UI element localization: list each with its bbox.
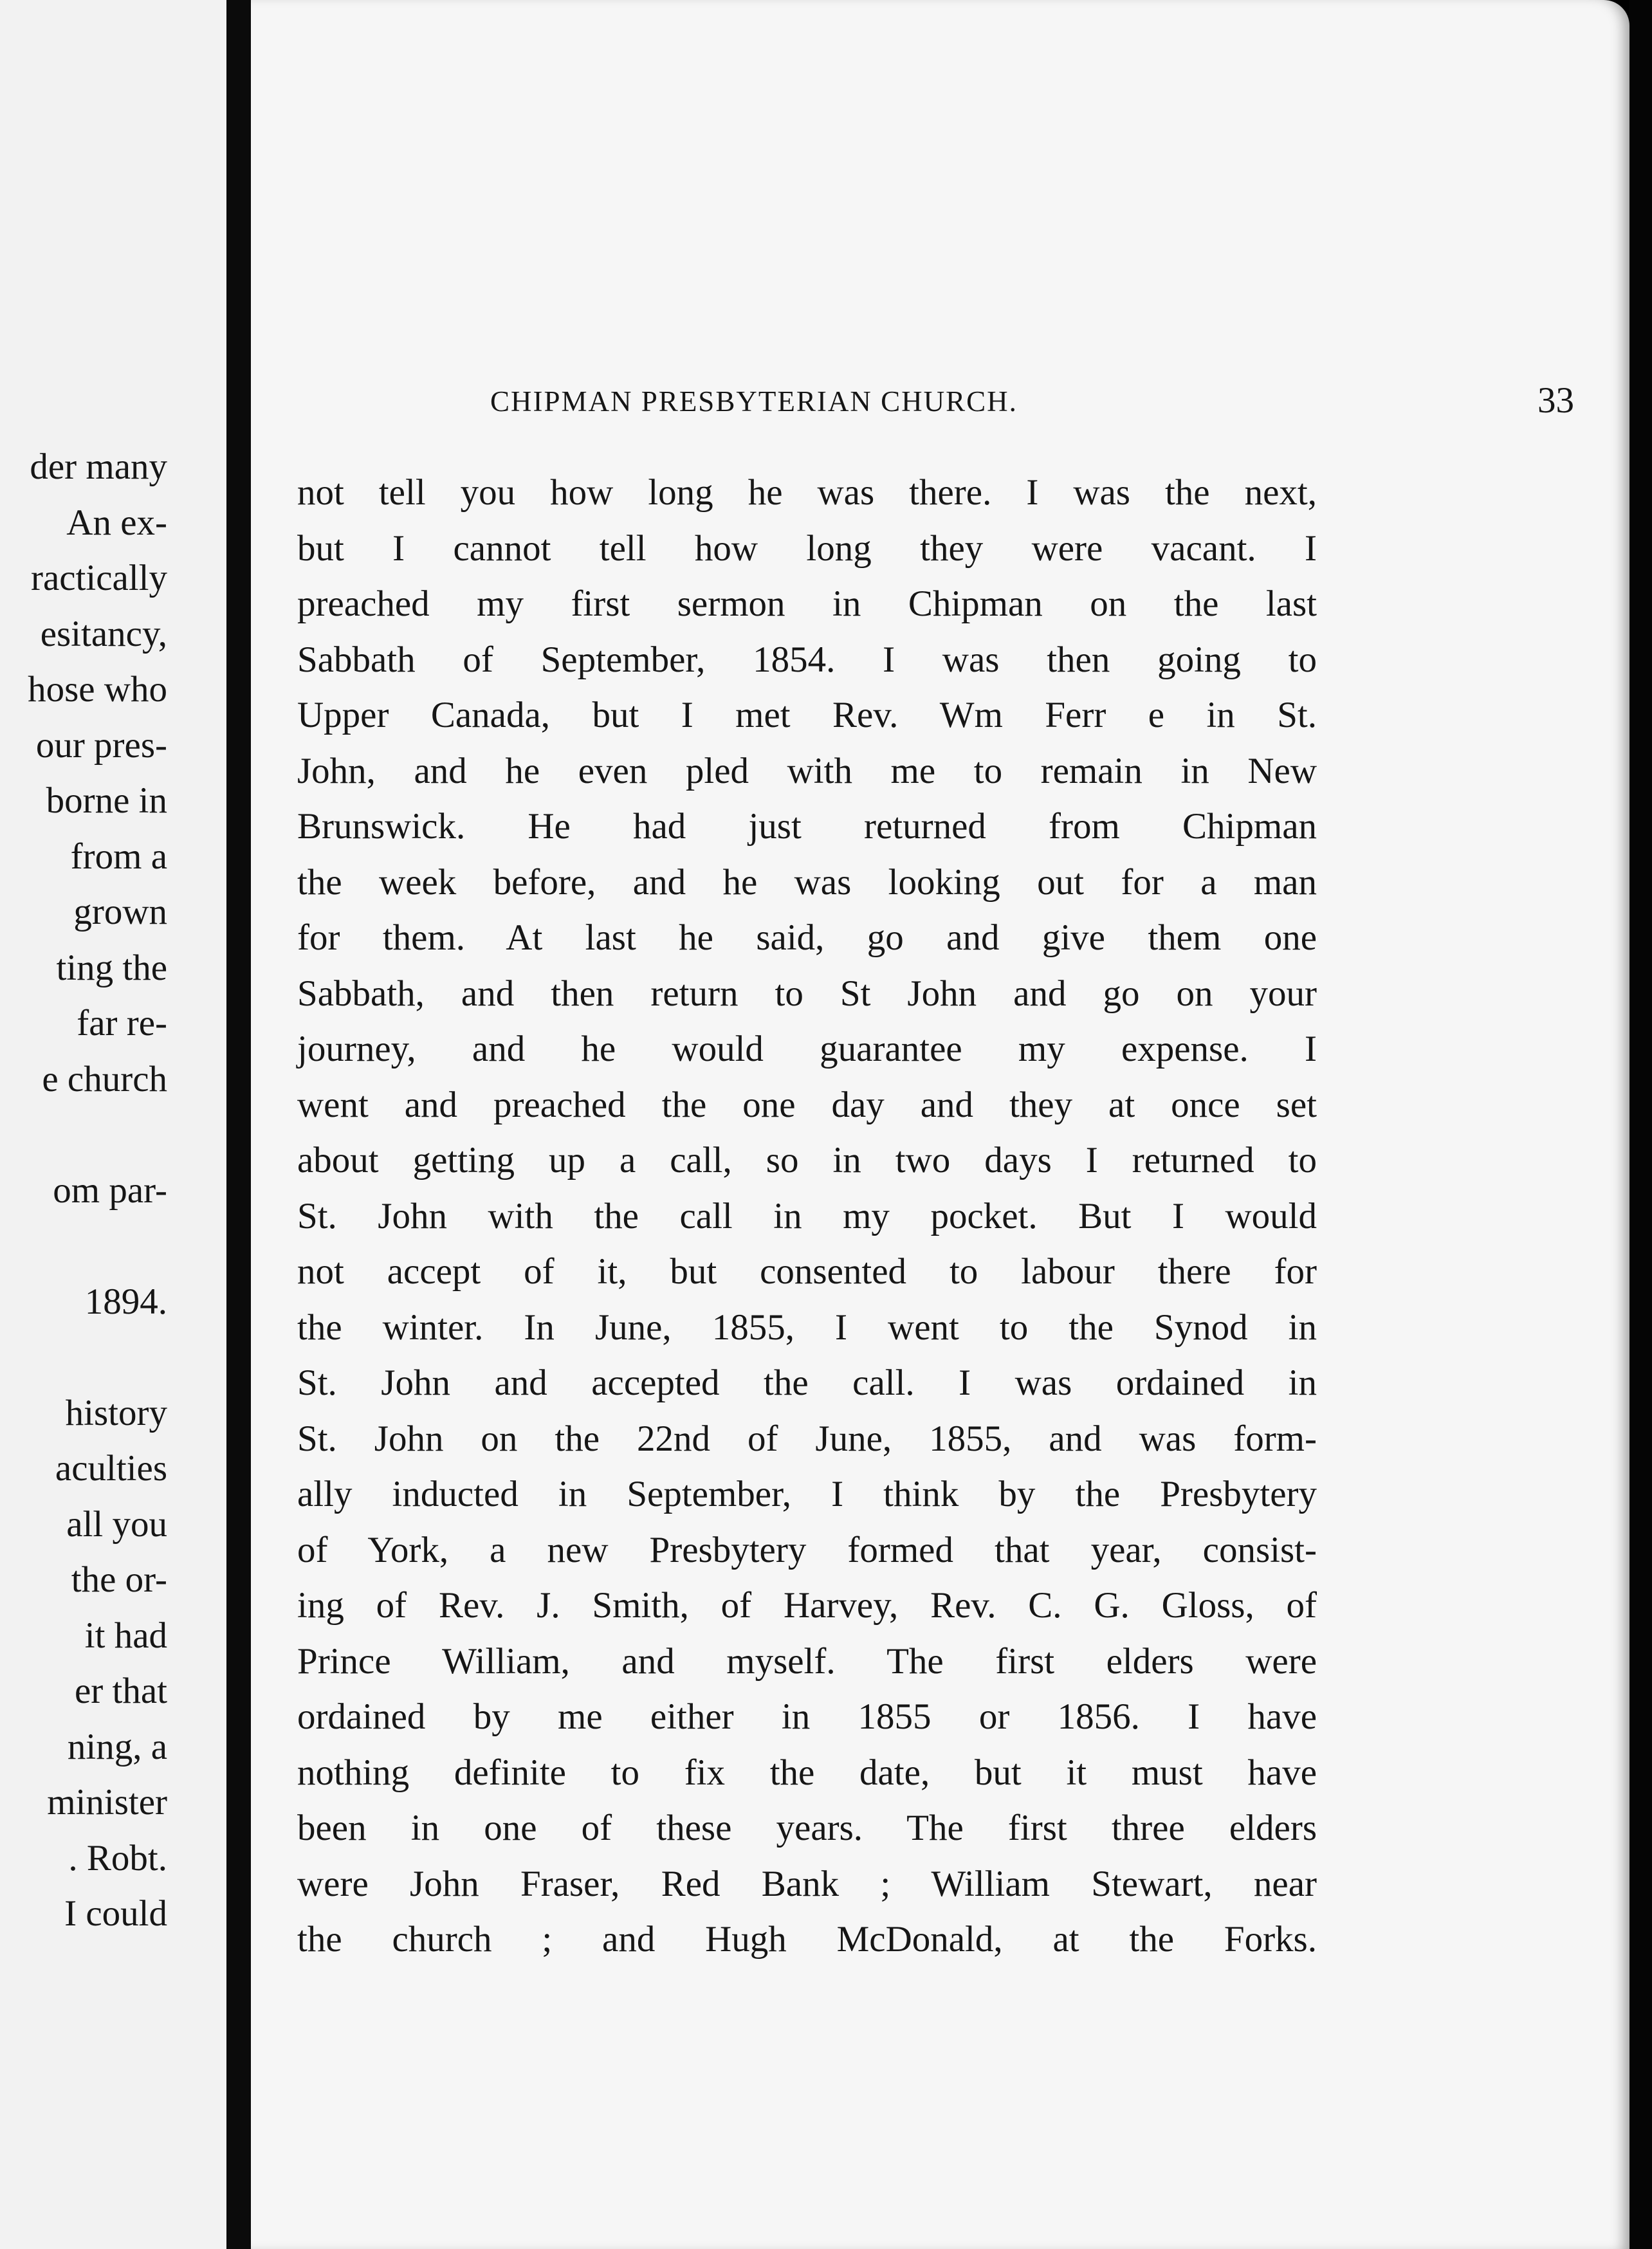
text-line: St. John and accepted the call. I was ordained in (297, 1363, 1317, 1403)
previous-page-line: the or- (71, 1559, 167, 1600)
previous-page-line: minister (47, 1782, 167, 1822)
previous-page-line: I could (64, 1893, 167, 1934)
previous-page-line: om par- (53, 1170, 167, 1211)
previous-page-line: hose who (28, 669, 167, 710)
running-head (490, 380, 1574, 436)
text-line: Prince William, and myself. The first elders were (297, 1640, 1317, 1682)
text-line: the church ; and Hugh McDonald, at the Forks. (297, 1919, 1317, 1960)
previous-page-line: grown (73, 892, 167, 932)
text-line: journey, and he would guarantee my expense. I (297, 1029, 1317, 1069)
text-line: of York, a new Presbytery formed that year, consist- (297, 1529, 1317, 1570)
book-gutter (226, 0, 251, 2249)
previous-page-line: e church (42, 1058, 167, 1099)
previous-page-blank-line (0, 1218, 167, 1274)
previous-page-line: history (65, 1392, 167, 1433)
body-text (297, 465, 1317, 1968)
text-line: John, and he even pled with me to remain in New (297, 750, 1317, 791)
previous-page-line: ning, a (67, 1726, 167, 1767)
previous-page-line: der many (30, 446, 167, 487)
previous-page-line: ractically (30, 558, 167, 598)
previous-page-line: our pres- (35, 724, 167, 766)
previous-page-line: it had (84, 1615, 167, 1656)
previous-page-line: from a (70, 836, 167, 877)
previous-page-blank-line (0, 1330, 167, 1386)
text-line: the week before, and he was looking out for a man (297, 861, 1317, 903)
text-line: Sabbath, and then return to St John and go on your (297, 973, 1317, 1014)
text-line: about getting up a call, so in two days I returned to (297, 1140, 1317, 1180)
text-line: Upper Canada, but I met Rev. Wm Ferr e in St. (297, 695, 1317, 735)
text-line: went and preached the one day and they at once set (297, 1084, 1317, 1125)
text-line: Brunswick. He had just returned from Chipman (297, 806, 1317, 847)
text-line: St. John with the call in my pocket. But I would (297, 1195, 1317, 1236)
text-line: but I cannot tell how long they were vacant. I (297, 528, 1317, 569)
text-line: St. John on the 22nd of June, 1855, and was form- (297, 1418, 1317, 1459)
text-line: ing of Rev. J. Smith, of Harvey, Rev. C. G. Gloss, of (297, 1585, 1317, 1626)
text-line: for them. At last he said, go and give them one (297, 917, 1317, 958)
page-edge-shadow (1629, 0, 1652, 2249)
previous-page-line: ting the (56, 947, 167, 988)
previous-page-line: borne in (46, 780, 167, 821)
text-line: were John Fraser, Red Bank ; William Stewart, near (297, 1863, 1317, 1904)
previous-page-text (0, 439, 167, 1942)
text-line: ordained by me either in 1855 or 1856. I have (297, 1696, 1317, 1737)
text-line: not tell you how long he was there. I was the next, (297, 472, 1317, 513)
text-line: ally inducted in September, I think by the Presbytery (297, 1474, 1317, 1514)
previous-page-line: all you (66, 1503, 167, 1545)
previous-page-line: er that (74, 1671, 167, 1711)
text-line: not accept of it, but consented to labour there for (297, 1251, 1317, 1292)
previous-page-line: aculties (55, 1448, 167, 1489)
text-line: been in one of these years. The first three elders (297, 1808, 1317, 1848)
text-line: preached my first sermon in Chipman on the last (297, 583, 1317, 624)
previous-page-line: esitancy, (40, 613, 167, 654)
text-line: Sabbath of September, 1854. I was then going to (297, 639, 1317, 680)
previous-page-line: . Robt. (68, 1837, 167, 1878)
text-line: the winter. In June, 1855, I went to the Synod in (297, 1307, 1317, 1348)
running-title: CHIPMAN PRESBYTERIAN CHURCH. (490, 385, 1018, 418)
current-page (251, 0, 1629, 2249)
previous-page-line: 1894. (84, 1281, 167, 1322)
previous-page-line: far re- (77, 1003, 167, 1043)
previous-page-line: An ex- (66, 502, 167, 543)
previous-page-blank-line (0, 1107, 167, 1163)
text-line: nothing definite to fix the date, but it must have (297, 1752, 1317, 1793)
page-number: 33 (1537, 380, 1574, 421)
previous-page-fragment (0, 0, 226, 2249)
